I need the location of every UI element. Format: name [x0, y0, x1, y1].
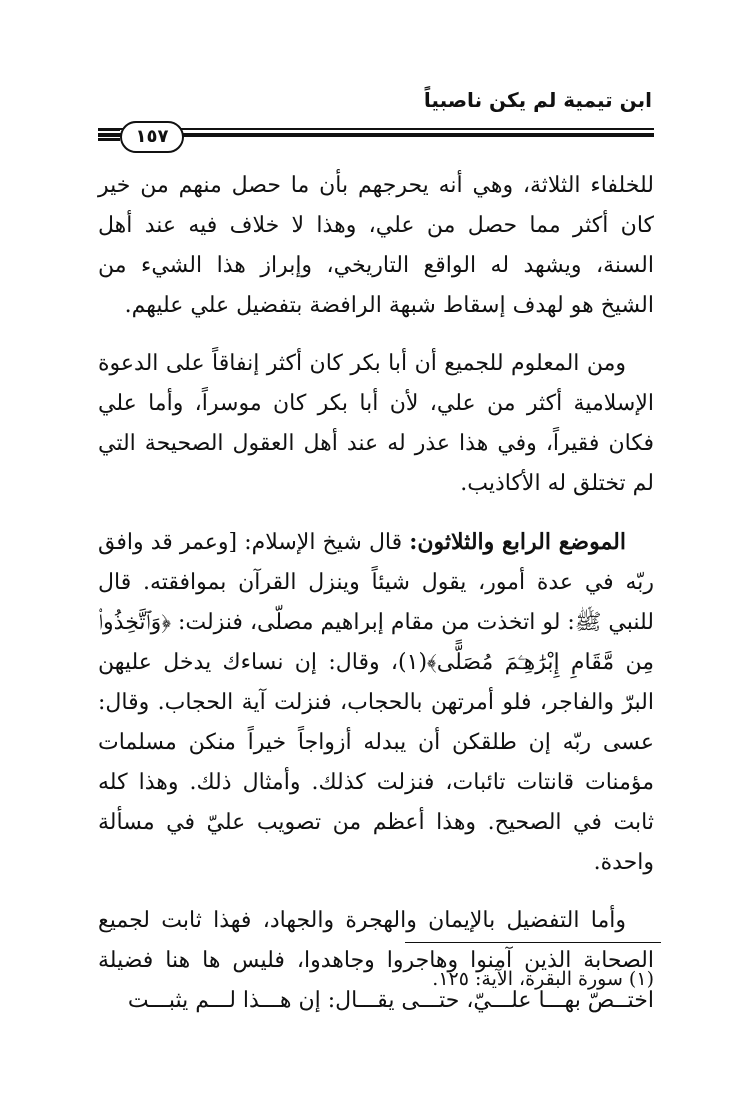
footnote: (١) سورة البقرة، الآية: ١٢٥. — [432, 968, 654, 990]
header-ornament-bars — [98, 128, 120, 140]
body-text — [98, 166, 654, 1039]
paragraph — [98, 522, 654, 883]
running-header-title: ابن تيمية لم يكن ناصبياً — [423, 88, 652, 112]
footnote-rule — [405, 942, 661, 943]
paragraph: ومن المعلوم للجميع أن أبا بكر كان أكثر إنفاقاً على الدعوة الإسلامية أكثر من علي، لأن أبا بكر كان موسراً، وأما علي فكان فقيراً، وفي هذا عذر له عند أهل العقول الصحيحة التي لم تختلق له الأكاذيب. — [98, 351, 654, 496]
page-number: ١٥٧ — [120, 121, 184, 153]
paragraph-text: قال شيخ الإسلام: [وعمر قد وافق ربّه في عدة أمور، يقول شيئاً وينزل القرآن بموافقته. قال للنبي ﷺ: لو اتخذت من مقام إبراهيم مصلّى، فنزلت: ﴿وَٱتَّخِذُوا۟ مِن مَّقَامِ إِبْرَٰهِـۧمَ مُصَلًّى﴾(١)، وقال: إن نساءك يدخل عليهن البرّ والفاجر، فلو أمرتهن بالحجاب، فنزلت آية الحجاب. وقال: عسى ربّه إن طلقكن أن يبدله أزواجاً خيراً منكن مسلمات مؤمنات قانتات تائبات، فنزلت كذلك. وأمثال ذلك. وهذا كله ثابت في الصحيح. وهذا أعظم من تصويب عليّ في مسألة واحدة. — [98, 530, 654, 875]
paragraph: للخلفاء الثلاثة، وهي أنه يحرجهم بأن ما حصل منهم من خير كان أكثر مما حصل من علي، وهذا لا خلاف فيه عند أهل السنة، ويشهد له الواقع التاريخي، وإبراز هذا الشيء من الشيخ هو لهدف إسقاط شبهة الرافضة بتفضيل علي عليهم. — [98, 173, 654, 318]
paragraph: وأما التفضيل بالإيمان والهجرة والجهاد، فهذا ثابت لجميع الصحابة الذين آمنوا وهاجروا وجاهدوا، فليس ها هنا فضيلة اختــصّ بهـــا علـــيّ، حتـــى يقـــال: إن هـــذا لـــم يثبـــت — [98, 908, 654, 1013]
section-heading: الموضع الرابع والثلاثون: — [409, 529, 626, 555]
